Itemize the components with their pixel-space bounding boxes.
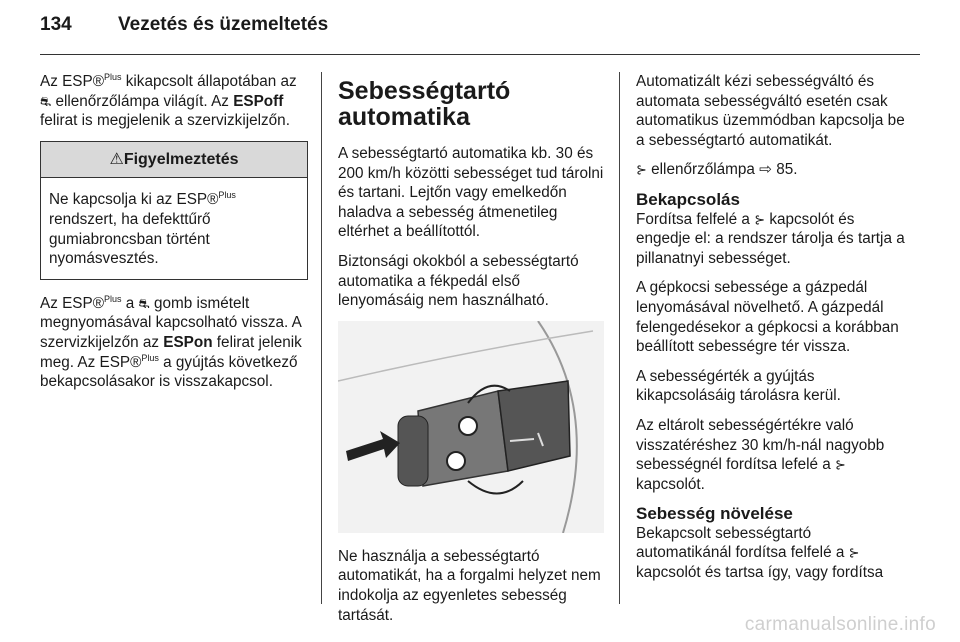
control-lamp-reference: ⊱ ellenőrzőlámpa ⇨ 85. <box>636 161 798 179</box>
transmission-paragraph: Automatizált kézi sebességváltó és automata sebességváltó esetén csak automatikus üzemmódban kapcsolja be a sebességtartó automatikát. <box>636 73 905 149</box>
cruise-switch-icon: ⊱ <box>754 211 766 227</box>
column-divider-2 <box>619 72 620 604</box>
section-title: Vezetés és üzemeltetés <box>118 14 329 35</box>
cruise-safety-paragraph: Biztonsági okokból a sebességtartó automatika a fékpedál első lenyomásáig nem használható. <box>338 252 579 310</box>
activation-heading: Bekapcsolás <box>636 189 740 209</box>
activation-paragraph: Fordítsa felfelé a ⊱ kapcsolót és engedje el: a rendszer tárolja és tartja a pillanatnyi sebességet. <box>636 210 905 267</box>
cruise-up-icon: ⊱ <box>848 545 860 561</box>
warning-header: ⚠Figyelmeztetés <box>41 142 307 179</box>
page-number: 134 <box>40 14 72 35</box>
page-ref[interactable]: 85. <box>776 161 798 179</box>
speed-storage-paragraph: A sebességérték a gyújtás kikapcsolásáig tárolásra kerül. <box>636 367 841 405</box>
column-3 <box>636 72 906 593</box>
cruise-resume-icon: ⊱ <box>835 457 846 473</box>
column-2 <box>338 72 604 635</box>
cruise-control-title: Sebességtartó automatika <box>338 77 511 131</box>
cruise-warning-paragraph: Ne használja a sebességtartó automatikát, ha a forgalmi helyzet nem indokolja az egyenletes sebesség tartását. <box>338 547 601 624</box>
watermark: carmanualsonline.info <box>744 614 936 635</box>
esp-on-paragraph: Az ESP®$^{Plus}$ a ⛐ gomb ismételt megnyomásával kapcsolható vissza. A szervizkijelzőn az ESPon felirat jelenik meg. Az ESP®$^{Plus}$ a gyújtás következő bekapcsolásakor is visszakapcsol. <box>40 293 302 391</box>
warning-icon: ⚠ <box>109 150 124 168</box>
cruise-intro-paragraph: A sebességtartó automatika kb. 30 és 200 km/h közötti sebességet tud tárolni és tartani. Lejtőn vagy emelkedőn haladva a sebesség átmenetileg eltérhet a beállítottól. <box>338 145 604 241</box>
accelerator-paragraph: A gépkocsi sebessége a gázpedál lenyomásával növelhető. A gázpedál felengedésekor a gépkocsi a korábban beállított sebességre tér vissza. <box>636 279 899 356</box>
column-divider-1 <box>321 72 322 604</box>
cruise-control-icon: ⊱ <box>636 162 647 178</box>
warning-text: Ne kapcsolja ki az ESP®$^{Plus}$ rendszert, ha defekttűrő gumiabroncsban történt nyomásvesztés. <box>49 190 236 268</box>
esp-off-icon: ⛐ <box>40 93 52 109</box>
header-divider <box>40 54 920 55</box>
increase-speed-paragraph: Bekapcsolt sebességtartó automatikánál fordítsa felfelé a ⊱ kapcsolót és tartsa így, vagy fordítsa <box>636 524 884 582</box>
column-1 <box>40 72 308 402</box>
esp-off-paragraph: Az ESP®$^{Plus}$ kikapcsolt állapotában az ⛐ ellenőrzőlámpa világít. Az ESPoff felirat is megjelenik a szervizkijelzőn. <box>40 72 297 130</box>
esp-button-icon: ⛐ <box>138 295 150 311</box>
page-ref-arrow-icon: ⇨ <box>759 161 772 179</box>
cruise-control-stalk-illustration <box>338 321 604 533</box>
warning-box <box>40 141 308 280</box>
resume-paragraph: Az eltárolt sebességértékre való visszatéréshez 30 km/h-nál nagyobb sebességnél fordítsa lefelé a ⊱ kapcsolót. <box>636 416 885 493</box>
increase-speed-heading: Sebesség növelése <box>636 504 793 524</box>
